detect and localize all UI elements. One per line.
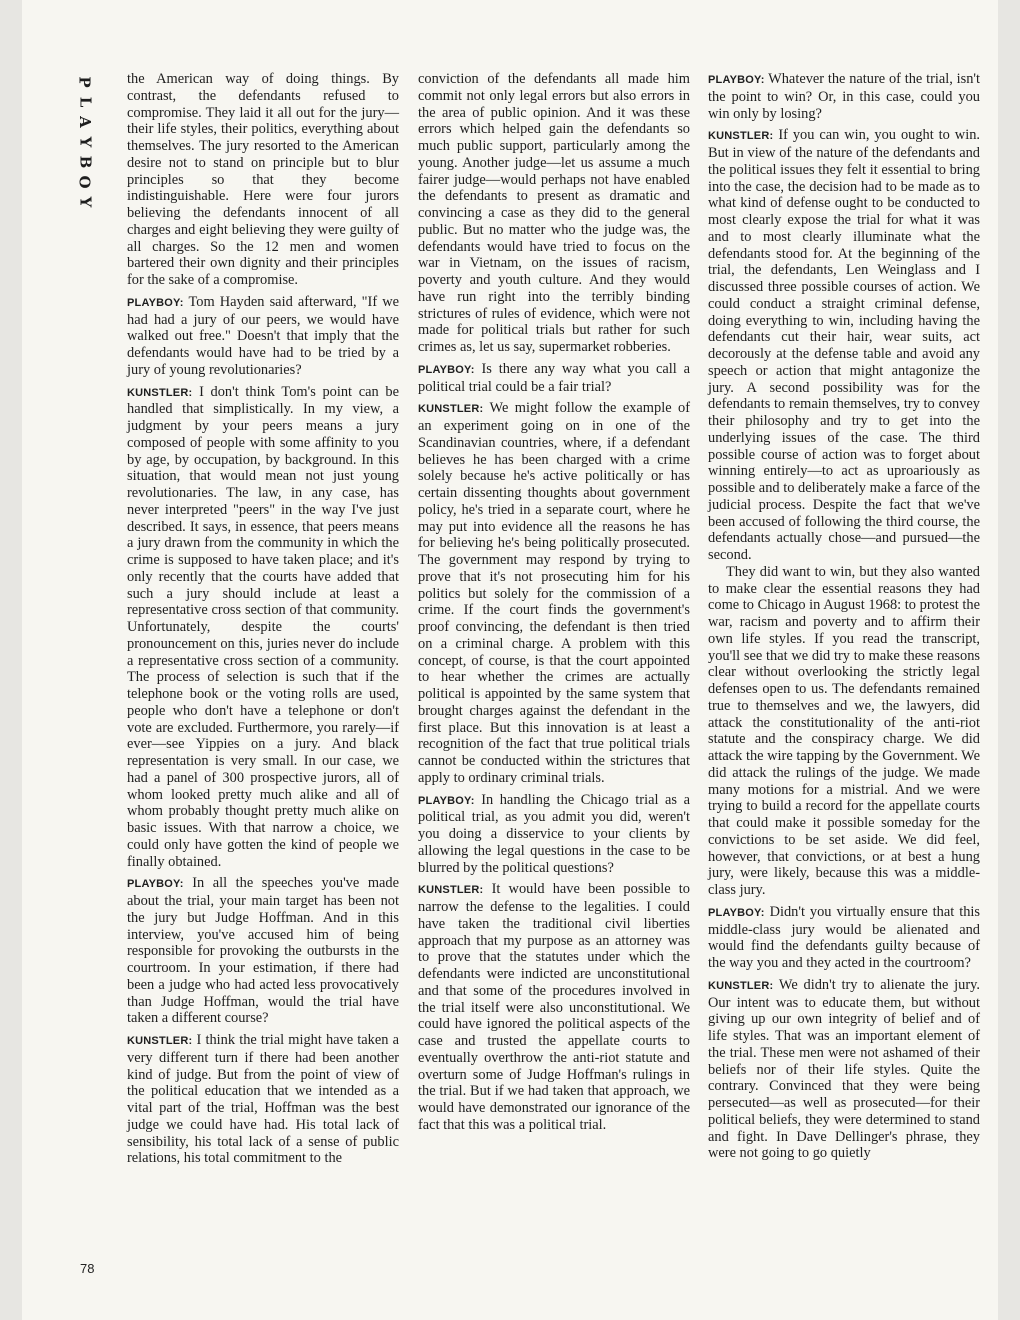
question-paragraph bbox=[708, 904, 980, 972]
speaker-label: KUNSTLER: bbox=[127, 386, 193, 399]
answer-text: I don't think Tom's point can be handled that simplistically. In my view, a judgment by your peers means a jury composed of people with some affinity to you by age, by occupation, by background. In this situation, that would mean not just young revolutionaries. The law, in any case, has never interpreted "peers" in the way I've just described. It says, in essence, that peers means a jury drawn from the community in which the crime is supposed to have taken place; and it's only recently that the courts have added that such a jury should include at least a representative cross section of that community. Unfortunately, despite the courts' pronouncement on this, juries never do include a representative cross section of a community. The process of selection is such that if the telephone book or the voting rolls are used, people who don't have a telephone or don't vote are excluded. Furthermore, you rarely—if ever—see Yippies on a jury. And black representation is very small. In our case, we had a panel of 300 prospective jurors, all of whom looked pretty much alike and all of whom probably thought pretty much alike on basic issues. With that narrow a choice, we could only have gotten the kind of people we finally obtained. bbox=[127, 383, 399, 870]
magazine-page bbox=[22, 0, 998, 1320]
speaker-label: PLAYBOY: bbox=[708, 906, 765, 919]
speaker-label: PLAYBOY: bbox=[127, 878, 184, 891]
question-text: Whatever the nature of the trial, isn't the point to win? Or, in this case, could you win only by losing? bbox=[708, 71, 980, 122]
page-number: 78 bbox=[80, 1261, 95, 1276]
side-title-letter: Y bbox=[76, 136, 94, 148]
answer-text: We might follow the example of an experiment going on in one of the Scandinavian countries, where, if a defendant believes he has been charged with a crime solely because he's active politically or has certain dissenting thoughts about government policy, he's tried in a separate court, where he may put into evidence all the reasons he has for believing he's being politically prosecuted. The government may respond by trying to prove that it's not prosecuting him for his politics but solely for the commission of a crime. If the court finds the government's proof convincing, the defendant is then tried on a criminal charge. A problem with this concept, of course, is that the court appointed to hear whether the crimes are actually political is appointed by the same system that brought charges against the defendant in the first place. But this innovation is at least a recognition of the fact that true political trials cannot be conducted within the strictures that apply to ordinary criminal trials. bbox=[418, 400, 690, 786]
answer-text: It would have been possible to narrow the defense to the legalities. I could have taken the traditional civil liberties approach that my purpose as an attorney was to prove that the statutes under which the defendants were indicted are unconstitutional and that some of the procedures involved in the trial itself were also unconstitutional. We could have ignored the political aspects of the case and trusted the appellate courts to eventually overthrow the anti-riot statute and overturn some of Judge Hoffman's rulings in the trial. But if we had taken that approach, we would have demonstrated our ignorance of the fact that this was a political trial. bbox=[418, 881, 690, 1133]
question-text: In all the speeches you've made about the trial, your main target has been not the jury but Judge Hoffman. And in this interview, you've accused him of being responsible for provoking the outbursts in the courtroom. In your estimation, if there had been a judge who had acted less provocatively than Judge Hoffman, would the trial have taken a different course? bbox=[127, 875, 399, 1027]
question-text: Is there any way what you call a political trial could be a fair trial? bbox=[418, 360, 690, 395]
side-title-letter: B bbox=[76, 155, 94, 169]
paragraph: They did want to win, but they also wanted to make clear the essential reasons they had come to Chicago in August 1968: to protest the war, racism and poverty and to affirm their own life styles. If you read the transcript, you'll see that we did try to make these reasons clear without overlooking the strictly legal defenses open to us. The defendants remained true to themselves and we, the lawyers, did attack the constitutionality of the anti-riot statute and the conspiracy charge. We did attack the wire tapping by the Government. We did attack the rulings of the judge. We made many motions for a mistrial. And we were trying to build a record for the appellate courts that could make it possible someday for the convictions to be set aside. We did feel, however, that convictions, or at best a hung jury, were likely, because this was a middle-class jury. bbox=[708, 563, 980, 898]
side-title-letter: A bbox=[75, 116, 94, 128]
speaker-label: KUNSTLER: bbox=[708, 130, 774, 143]
magazine-side-title bbox=[76, 72, 94, 212]
answer-paragraph bbox=[418, 881, 690, 1133]
answer-text: We didn't try to alienate the jury. Our intent was to educate them, but without giving up our own integrity of belief and of life styles. That was an important element of the trial. These men were not ashamed of their beliefs nor of their life styles. Quite the contrary. Convinced that they were being persecuted—as well as prosecuted—for their political beliefs, they were determined to stand and fight. In Dave Dellinger's phrase, they were not going to go quietly bbox=[708, 976, 981, 1162]
text-column-2 bbox=[418, 71, 690, 1134]
speaker-label: KUNSTLER: bbox=[708, 979, 774, 992]
speaker-label: PLAYBOY: bbox=[127, 296, 184, 309]
speaker-label: PLAYBOY: bbox=[418, 794, 475, 807]
answer-paragraph bbox=[418, 400, 690, 786]
question-paragraph bbox=[127, 875, 399, 1027]
question-paragraph bbox=[418, 361, 690, 396]
answer-paragraph bbox=[127, 1032, 399, 1167]
side-title-letter: O bbox=[75, 175, 94, 189]
speaker-label: PLAYBOY: bbox=[418, 363, 475, 376]
speaker-label: KUNSTLER: bbox=[418, 403, 484, 416]
paragraph: the American way of doing things. By contrast, the defendants refused to compromise. They laid it all out for the jury—their life styles, their politics, everything about themselves. The jury resorted to the American desire not to stand on principle but to blur principles so that they become indistinguishable. Here were four jurors believing the defendants innocent of all charges and eight believing they were guilty of all charges. So the 12 men and women bartered their own dignity and their principles for the sake of a compromise. bbox=[127, 71, 399, 288]
answer-paragraph bbox=[708, 977, 980, 1162]
question-text: Didn't you virtually ensure that this middle-class jury would be alienated and would find the defendants guilty because of the way you and they acted in the courtroom? bbox=[708, 903, 980, 971]
speaker-label: KUNSTLER: bbox=[127, 1035, 193, 1047]
side-title-letter: P bbox=[76, 76, 94, 88]
answer-paragraph bbox=[708, 127, 980, 564]
side-title-letter: Y bbox=[76, 196, 94, 208]
question-paragraph bbox=[127, 294, 399, 379]
paragraph: conviction of the defendants all made him commit not only legal errors but also errors in the area of public opinion. And it was these errors which helped gain the defendants so much public support, particularly among the young. Another judge—let us assume a much fairer judge—would perhaps not have enabled the defendants to present as dramatic and convincing a case as they did to the general public. But no matter who the judge was, the defendants would have tried to focus on the war in Vietnam, on the issues of racism, poverty and youth culture. And they would have run right into the terribly binding strictures of rules of evidence, which were not made for political trials but rather for such crimes as, let us say, supermarket robberies. bbox=[418, 71, 690, 355]
speaker-label: KUNSTLER: bbox=[418, 884, 484, 897]
speaker-label: PLAYBOY: bbox=[708, 74, 765, 86]
side-title-letter: L bbox=[75, 96, 94, 108]
question-paragraph bbox=[708, 71, 980, 122]
answer-text: I think the trial might have taken a very different turn if there had been another kind of judge. But from the point of view of the political education that we intended as a vital part of the trial, Hoffman was the best judge we could have had. His total lack of sensibility, his total lack of a sense of public relations, his total commitment to the bbox=[127, 1032, 399, 1167]
text-column-3 bbox=[708, 71, 980, 1162]
question-paragraph bbox=[418, 792, 690, 877]
question-text: In handling the Chicago trial as a political trial, as you admit you did, weren't you doing a disservice to your clients by allowing the legal questions in the case to be blurred by the political questions? bbox=[418, 791, 690, 876]
answer-paragraph bbox=[127, 384, 399, 871]
answer-text: If you can win, you ought to win. But in view of the nature of the defendants and the political issues they felt it essential to bring into the case, the decision had to be made as to what kind of defense ought to be conducted to most clearly expose the trial for what it was and to most clearly illuminate what the defendants stood for. At the beginning of the trial, the defendants, Len Weinglass and I discussed three possible courses of action. We could conduct a straight criminal defense, doing everything to win, including having the defendants cut their hair, wear suits, act decorously at the defense table and avoid any speech or action that might antagonize the jury. A second possibility was for the defendants to remain themselves, try to convey their philosophy and try to get into the underlying issues of the case. The third possible course of action was to forget about winning entirely—to act as uproariously as possible and to deliberately make a farce of the judicial process. Despite the fact that we've been accused of following the third course, the defendants actually chose—and pursued—the second. bbox=[708, 127, 980, 563]
text-column-1 bbox=[127, 71, 399, 1167]
question-text: Tom Hayden said afterward, "If we had had a jury of our peers, we would have walked out free." Doesn't that imply that the defendants would have had to be tried by a jury of young revolutionaries? bbox=[127, 293, 399, 378]
